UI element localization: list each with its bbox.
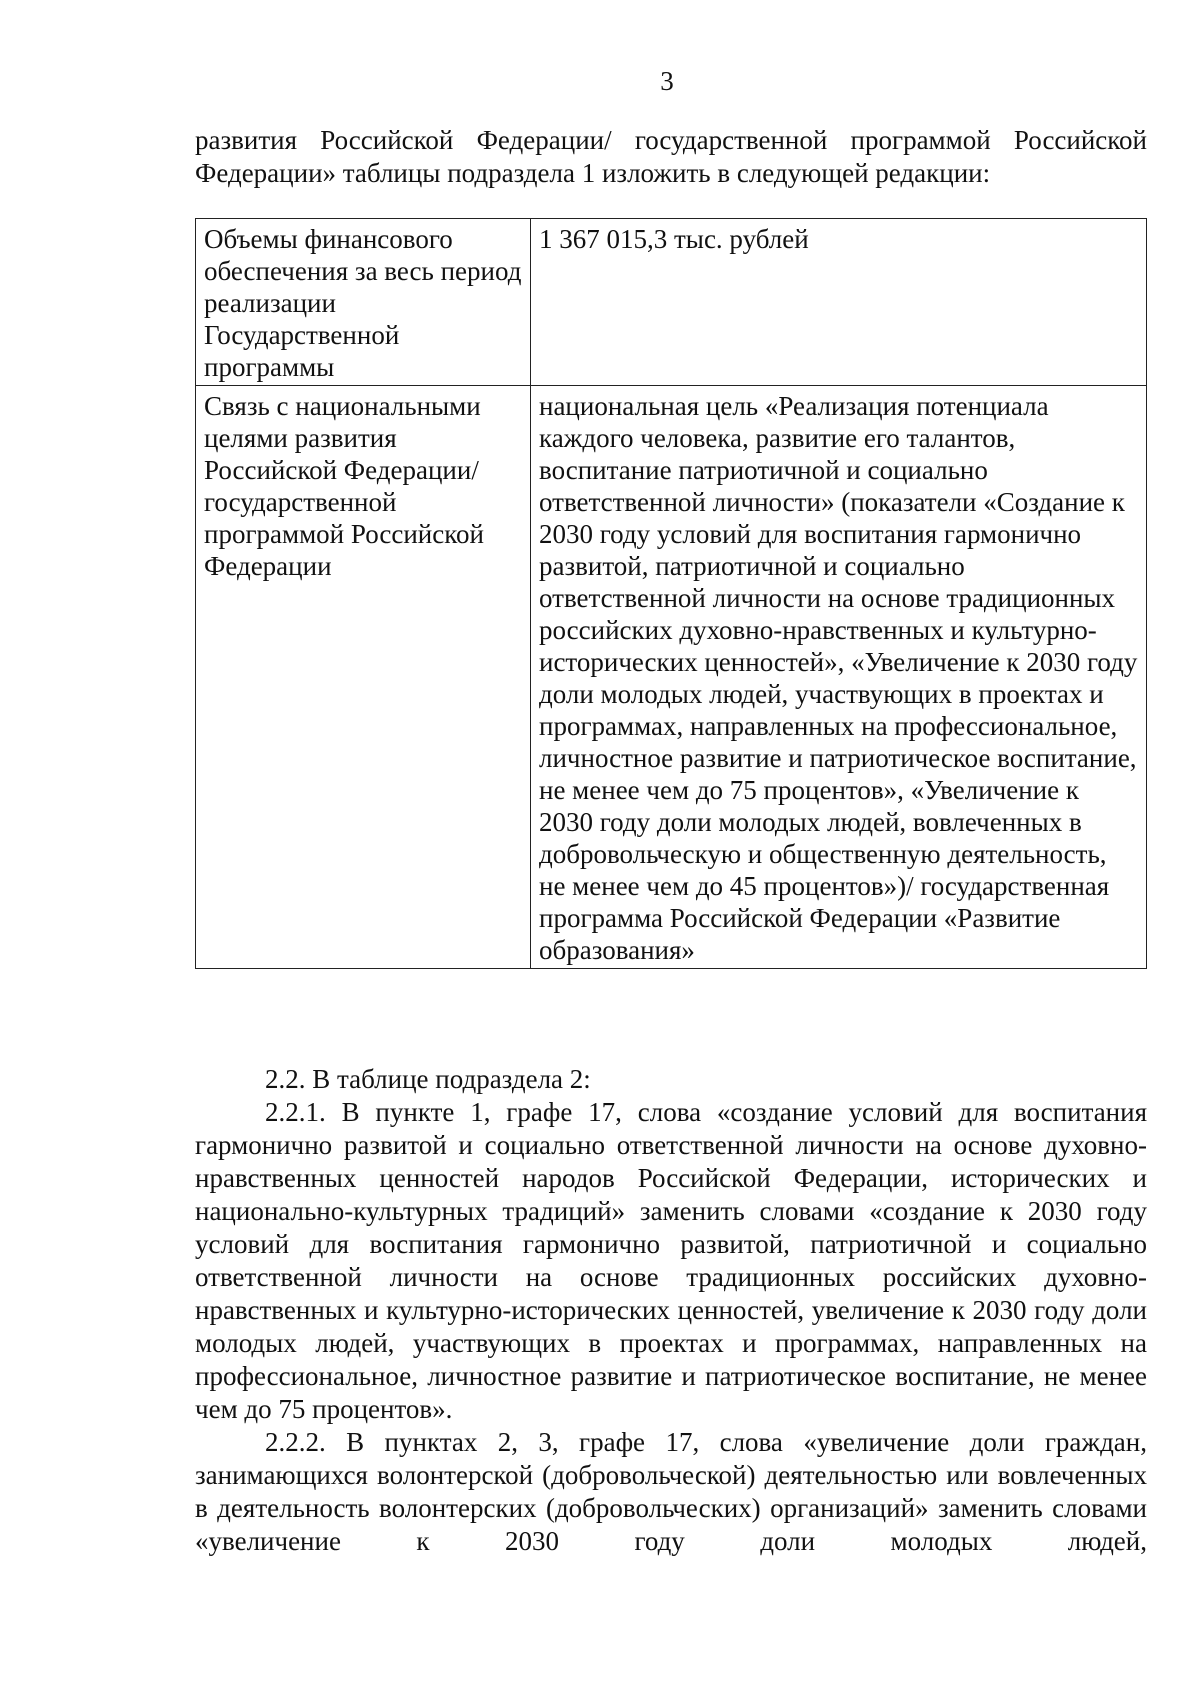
section-heading: 2.2. В таблице подраздела 2: <box>265 1064 591 1094</box>
row-label-funding: Объемы финансового обеспечения за весь период реализации Государственной программы <box>196 219 531 386</box>
page-number: 3 <box>660 66 674 96</box>
intro-paragraph <box>195 124 1147 190</box>
row-value-funding: 1 367 015,3 тыс. рублей <box>531 219 1147 386</box>
section-2-2 <box>195 1063 1147 1558</box>
program-params-table <box>195 218 1147 969</box>
row-value-national-goals: национальная цель «Реализация потенциала каждого человека, развитие его талантов, воспитание патриотичной и социально ответственной личности» (показатели «Создание к 2030 году условий для воспитания гармонично развитой, патриотичной и социально ответственной личности на основе традиционных российских духовно-нравственных и культурно-исторических ценностей», «Увеличение к 2030 году доли молодых людей, участвующих в проектах и программах, направленных на профессиональное, личностное развитие и патриотическое воспитание, не менее чем до 75 процентов», «Увеличение к 2030 году доли молодых людей, вовлеченных в добровольческую и общественную деятельность, не менее чем до 45 процентов»)/ государственная программа Российской Федерации «Развитие образования» <box>531 386 1147 969</box>
paragraph-2-2-2: 2.2.2. В пунктах 2, 3, графе 17, слова «увеличение доли граждан, занимающихся волонтерской (добровольческой) деятельностью или вовлеченных в деятельность волонтерских (добровольческих) организаций» заменить словами «увеличение к 2030 году доли молодых людей, <box>195 1427 1147 1556</box>
paragraph-2-2-1: 2.2.1. В пункте 1, графе 17, слова «создание условий для воспитания гармонично развитой и социально ответственной личности на основе духовно-нравственных ценностей народов Российской Федерации, исторических и национально-культурных традиций» заменить словами «создание к 2030 году условий для воспитания гармонично развитой, патриотичной и социально ответственной личности на основе традиционных российских духовно-нравственных и культурно-исторических ценностей, увеличение к 2030 году доли молодых людей, участвующих в проектах и программах, направленных на профессиональное, личностное развитие и патриотическое воспитание, не менее чем до 75 процентов». <box>195 1097 1147 1424</box>
table-row <box>196 386 1147 969</box>
row-label-national-goals: Связь с национальными целями развития Российской Федерации/ государственной программой Российской Федерации <box>196 386 531 969</box>
intro-text: развития Российской Федерации/ государственной программой Российской Федерации» таблицы подраздела 1 изложить в следующей редакции: <box>195 125 1147 188</box>
table-row <box>196 219 1147 386</box>
